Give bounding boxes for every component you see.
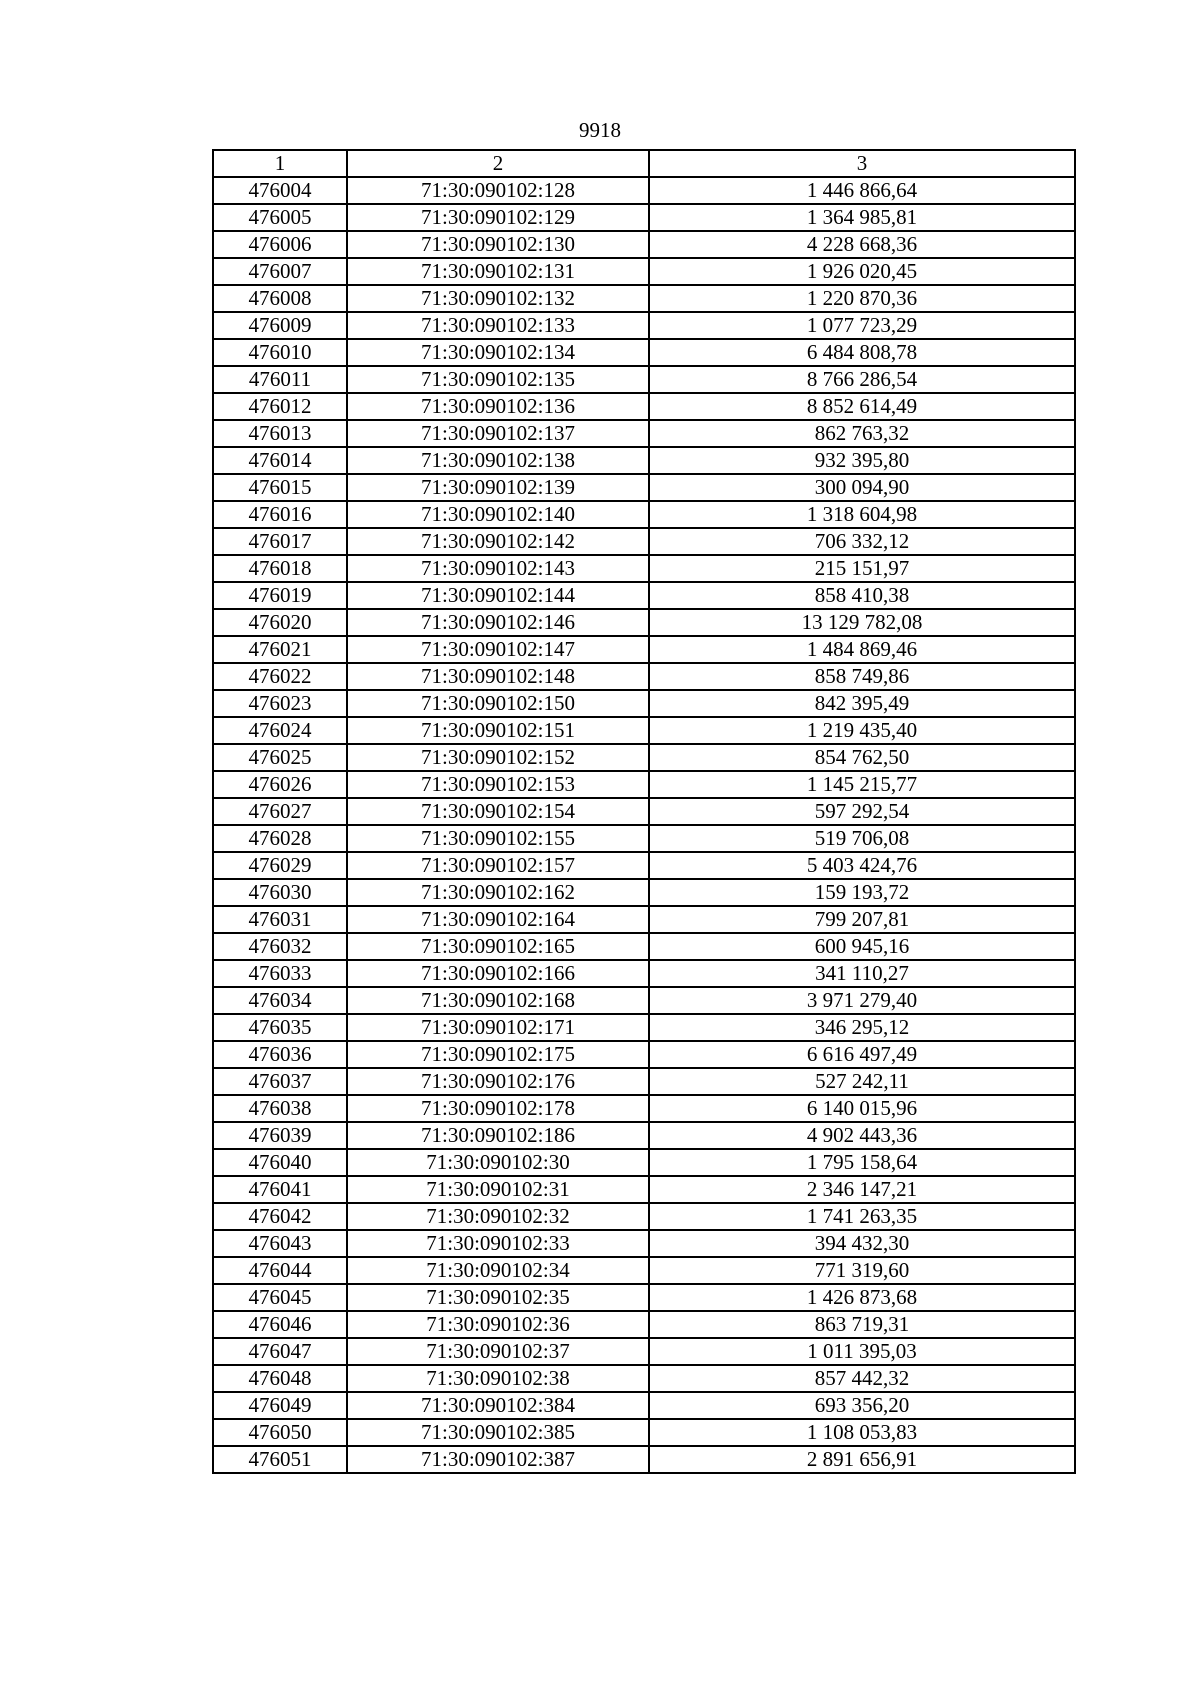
table-row (213, 1014, 1075, 1041)
cadastral-number-cell: 71:30:090102:146 (347, 609, 649, 636)
record-number-cell: 476016 (213, 501, 347, 528)
value-cell: 1 364 985,81 (649, 204, 1075, 231)
table-row (213, 582, 1075, 609)
table-row (213, 420, 1075, 447)
value-cell: 1 318 604,98 (649, 501, 1075, 528)
record-number-cell: 476045 (213, 1284, 347, 1311)
table-row (213, 1230, 1075, 1257)
record-number-cell: 476049 (213, 1392, 347, 1419)
table-row (213, 852, 1075, 879)
record-number-cell: 476042 (213, 1203, 347, 1230)
record-number-cell: 476035 (213, 1014, 347, 1041)
value-cell: 932 395,80 (649, 447, 1075, 474)
cadastral-number-cell: 71:30:090102:142 (347, 528, 649, 555)
record-number-cell: 476050 (213, 1419, 347, 1446)
table-row (213, 1176, 1075, 1203)
value-cell: 857 442,32 (649, 1365, 1075, 1392)
value-cell: 4 902 443,36 (649, 1122, 1075, 1149)
record-number-cell: 476047 (213, 1338, 347, 1365)
value-cell: 1 795 158,64 (649, 1149, 1075, 1176)
value-cell: 854 762,50 (649, 744, 1075, 771)
cadastral-number-cell: 71:30:090102:148 (347, 663, 649, 690)
record-number-cell: 476005 (213, 204, 347, 231)
table-row (213, 1203, 1075, 1230)
table-row (213, 663, 1075, 690)
value-cell: 300 094,90 (649, 474, 1075, 501)
value-cell: 2 346 147,21 (649, 1176, 1075, 1203)
value-cell: 527 242,11 (649, 1068, 1075, 1095)
table-row (213, 960, 1075, 987)
value-cell: 858 410,38 (649, 582, 1075, 609)
table-row (213, 987, 1075, 1014)
cadastral-number-cell: 71:30:090102:140 (347, 501, 649, 528)
table-row (213, 555, 1075, 582)
value-cell: 863 719,31 (649, 1311, 1075, 1338)
cadastral-number-cell: 71:30:090102:152 (347, 744, 649, 771)
value-cell: 1 220 870,36 (649, 285, 1075, 312)
record-number-cell: 476033 (213, 960, 347, 987)
cadastral-number-cell: 71:30:090102:143 (347, 555, 649, 582)
table-row (213, 798, 1075, 825)
value-cell: 6 484 808,78 (649, 339, 1075, 366)
header-row (213, 150, 1075, 177)
cadastral-number-cell: 71:30:090102:387 (347, 1446, 649, 1473)
cadastral-number-cell: 71:30:090102:35 (347, 1284, 649, 1311)
record-number-cell: 476019 (213, 582, 347, 609)
record-number-cell: 476028 (213, 825, 347, 852)
value-cell: 159 193,72 (649, 879, 1075, 906)
table-row (213, 906, 1075, 933)
table-row (213, 1365, 1075, 1392)
cadastral-number-cell: 71:30:090102:32 (347, 1203, 649, 1230)
record-number-cell: 476037 (213, 1068, 347, 1095)
record-number-cell: 476023 (213, 690, 347, 717)
table-row (213, 1095, 1075, 1122)
table-row (213, 1122, 1075, 1149)
cadastral-number-cell: 71:30:090102:36 (347, 1311, 649, 1338)
record-number-cell: 476017 (213, 528, 347, 555)
record-number-cell: 476007 (213, 258, 347, 285)
value-cell: 600 945,16 (649, 933, 1075, 960)
cadastral-number-cell: 71:30:090102:30 (347, 1149, 649, 1176)
record-number-cell: 476024 (213, 717, 347, 744)
table-row (213, 717, 1075, 744)
cadastral-number-cell: 71:30:090102:153 (347, 771, 649, 798)
table-row (213, 1041, 1075, 1068)
record-number-cell: 476004 (213, 177, 347, 204)
cadastral-number-cell: 71:30:090102:150 (347, 690, 649, 717)
record-number-cell: 476010 (213, 339, 347, 366)
table-row (213, 528, 1075, 555)
value-cell: 13 129 782,08 (649, 609, 1075, 636)
table-row (213, 447, 1075, 474)
cadastral-number-cell: 71:30:090102:175 (347, 1041, 649, 1068)
cadastral-number-cell: 71:30:090102:33 (347, 1230, 649, 1257)
cadastral-number-cell: 71:30:090102:151 (347, 717, 649, 744)
value-cell: 1 484 869,46 (649, 636, 1075, 663)
cadastral-number-cell: 71:30:090102:166 (347, 960, 649, 987)
value-cell: 3 971 279,40 (649, 987, 1075, 1014)
cadastral-number-cell: 71:30:090102:154 (347, 798, 649, 825)
record-number-cell: 476048 (213, 1365, 347, 1392)
record-number-cell: 476029 (213, 852, 347, 879)
record-number-cell: 476044 (213, 1257, 347, 1284)
cadastral-number-cell: 71:30:090102:132 (347, 285, 649, 312)
value-cell: 8 852 614,49 (649, 393, 1075, 420)
value-cell: 346 295,12 (649, 1014, 1075, 1041)
record-number-cell: 476009 (213, 312, 347, 339)
table-row (213, 636, 1075, 663)
cadastral-number-cell: 71:30:090102:176 (347, 1068, 649, 1095)
cadastral-number-cell: 71:30:090102:139 (347, 474, 649, 501)
cadastral-number-cell: 71:30:090102:384 (347, 1392, 649, 1419)
record-number-cell: 476021 (213, 636, 347, 663)
value-cell: 842 395,49 (649, 690, 1075, 717)
cadastral-number-cell: 71:30:090102:135 (347, 366, 649, 393)
record-number-cell: 476032 (213, 933, 347, 960)
cadastral-number-cell: 71:30:090102:385 (347, 1419, 649, 1446)
cadastral-number-cell: 71:30:090102:133 (347, 312, 649, 339)
cadastral-number-cell: 71:30:090102:157 (347, 852, 649, 879)
cadastral-number-cell: 71:30:090102:144 (347, 582, 649, 609)
value-cell: 706 332,12 (649, 528, 1075, 555)
value-cell: 858 749,86 (649, 663, 1075, 690)
record-number-cell: 476022 (213, 663, 347, 690)
column-header-2: 2 (347, 150, 649, 177)
value-cell: 4 228 668,36 (649, 231, 1075, 258)
record-number-cell: 476025 (213, 744, 347, 771)
record-number-cell: 476036 (213, 1041, 347, 1068)
record-number-cell: 476027 (213, 798, 347, 825)
table-row (213, 366, 1075, 393)
table-row (213, 1149, 1075, 1176)
table-header (213, 150, 1075, 177)
value-cell: 1 145 215,77 (649, 771, 1075, 798)
record-number-cell: 476041 (213, 1176, 347, 1203)
record-number-cell: 476051 (213, 1446, 347, 1473)
page-number: 9918 (579, 118, 621, 142)
table-row (213, 1392, 1075, 1419)
cadastral-number-cell: 71:30:090102:164 (347, 906, 649, 933)
value-cell: 1 219 435,40 (649, 717, 1075, 744)
cadastral-number-cell: 71:30:090102:136 (347, 393, 649, 420)
value-cell: 1 011 395,03 (649, 1338, 1075, 1365)
record-number-cell: 476031 (213, 906, 347, 933)
table-row (213, 393, 1075, 420)
table-row (213, 258, 1075, 285)
table-row (213, 1446, 1075, 1473)
record-number-cell: 476034 (213, 987, 347, 1014)
value-cell: 1 446 866,64 (649, 177, 1075, 204)
table-row (213, 231, 1075, 258)
cadastral-number-cell: 71:30:090102:38 (347, 1365, 649, 1392)
table-row (213, 312, 1075, 339)
table-row (213, 609, 1075, 636)
table-row (213, 339, 1075, 366)
table-row (213, 1284, 1075, 1311)
value-cell: 215 151,97 (649, 555, 1075, 582)
record-number-cell: 476026 (213, 771, 347, 798)
table-body (213, 177, 1075, 1473)
value-cell: 1 108 053,83 (649, 1419, 1075, 1446)
table-row (213, 744, 1075, 771)
value-cell: 1 926 020,45 (649, 258, 1075, 285)
record-number-cell: 476018 (213, 555, 347, 582)
record-number-cell: 476014 (213, 447, 347, 474)
cadastral-number-cell: 71:30:090102:171 (347, 1014, 649, 1041)
value-cell: 1 077 723,29 (649, 312, 1075, 339)
cadastral-number-cell: 71:30:090102:155 (347, 825, 649, 852)
value-cell: 519 706,08 (649, 825, 1075, 852)
value-cell: 862 763,32 (649, 420, 1075, 447)
column-header-3: 3 (649, 150, 1075, 177)
record-number-cell: 476011 (213, 366, 347, 393)
cadastral-number-cell: 71:30:090102:129 (347, 204, 649, 231)
table-row (213, 933, 1075, 960)
cadastral-number-cell: 71:30:090102:31 (347, 1176, 649, 1203)
cadastral-number-cell: 71:30:090102:128 (347, 177, 649, 204)
table-row (213, 879, 1075, 906)
cadastral-number-cell: 71:30:090102:138 (347, 447, 649, 474)
record-number-cell: 476046 (213, 1311, 347, 1338)
table-row (213, 204, 1075, 231)
record-number-cell: 476012 (213, 393, 347, 420)
record-number-cell: 476043 (213, 1230, 347, 1257)
table-row (213, 285, 1075, 312)
record-number-cell: 476030 (213, 879, 347, 906)
value-cell: 5 403 424,76 (649, 852, 1075, 879)
record-number-cell: 476040 (213, 1149, 347, 1176)
cadastral-number-cell: 71:30:090102:34 (347, 1257, 649, 1284)
record-number-cell: 476008 (213, 285, 347, 312)
value-cell: 1 741 263,35 (649, 1203, 1075, 1230)
value-cell: 799 207,81 (649, 906, 1075, 933)
value-cell: 693 356,20 (649, 1392, 1075, 1419)
cadastral-number-cell: 71:30:090102:134 (347, 339, 649, 366)
cadastral-number-cell: 71:30:090102:131 (347, 258, 649, 285)
value-cell: 6 140 015,96 (649, 1095, 1075, 1122)
table-row (213, 1311, 1075, 1338)
cadastral-number-cell: 71:30:090102:186 (347, 1122, 649, 1149)
record-number-cell: 476020 (213, 609, 347, 636)
registry-table (212, 149, 1076, 1474)
cadastral-number-cell: 71:30:090102:165 (347, 933, 649, 960)
value-cell: 6 616 497,49 (649, 1041, 1075, 1068)
value-cell: 341 110,27 (649, 960, 1075, 987)
cadastral-number-cell: 71:30:090102:162 (347, 879, 649, 906)
cadastral-number-cell: 71:30:090102:137 (347, 420, 649, 447)
table-row (213, 474, 1075, 501)
value-cell: 394 432,30 (649, 1230, 1075, 1257)
value-cell: 1 426 873,68 (649, 1284, 1075, 1311)
table-row (213, 1068, 1075, 1095)
cadastral-number-cell: 71:30:090102:168 (347, 987, 649, 1014)
cadastral-number-cell: 71:30:090102:130 (347, 231, 649, 258)
cadastral-number-cell: 71:30:090102:178 (347, 1095, 649, 1122)
cadastral-number-cell: 71:30:090102:147 (347, 636, 649, 663)
cadastral-number-cell: 71:30:090102:37 (347, 1338, 649, 1365)
table-row (213, 825, 1075, 852)
record-number-cell: 476015 (213, 474, 347, 501)
table-row (213, 177, 1075, 204)
table-row (213, 1338, 1075, 1365)
table-row (213, 501, 1075, 528)
record-number-cell: 476006 (213, 231, 347, 258)
value-cell: 597 292,54 (649, 798, 1075, 825)
table-row (213, 771, 1075, 798)
table-row (213, 690, 1075, 717)
value-cell: 2 891 656,91 (649, 1446, 1075, 1473)
table-row (213, 1419, 1075, 1446)
value-cell: 8 766 286,54 (649, 366, 1075, 393)
record-number-cell: 476013 (213, 420, 347, 447)
record-number-cell: 476039 (213, 1122, 347, 1149)
value-cell: 771 319,60 (649, 1257, 1075, 1284)
record-number-cell: 476038 (213, 1095, 347, 1122)
column-header-1: 1 (213, 150, 347, 177)
table-row (213, 1257, 1075, 1284)
